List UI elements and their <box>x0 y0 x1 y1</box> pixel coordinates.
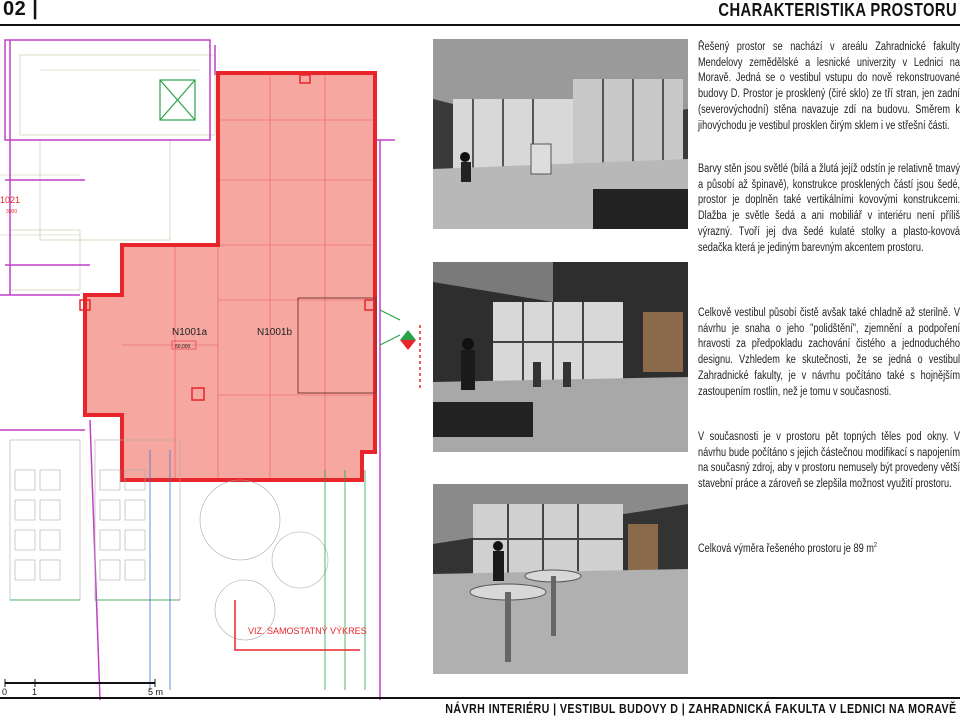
paragraph-impression: Celkově vestibul působí čistě avšak také chladně až sterilně. V návrhu je snaha o jeho "polidštění", zjemnění a podpoření hravosti za předpokladu zachování čistého a jednoduchého designu. Vzhledem ke skutečnosti, že se jedná o vestibul Zahradnické fakulty, je v návrhu počítáno také s hojnějším zastoupením rostlin, než je tomu v současnosti. <box>698 307 960 398</box>
area-text: Celková výměra řešeného prostoru je 89 m <box>698 542 874 555</box>
page-title: CHARAKTERISTIKA PROSTORU <box>718 0 957 20</box>
photo-vestibule-1 <box>433 39 688 229</box>
photo-vestibule-2 <box>433 262 688 452</box>
paragraph-heating: V současnosti je v prostoru pět topných těles pod okny. V návrhu bude počítáno s jejich částečnou modifikací s napojením na současný zdroj, aby v prostoru nemusely být provedeny větší stavební práce a zároveň se zlepšila možnost využití prostoru. <box>698 431 960 491</box>
footer-rule <box>0 697 960 699</box>
footer-text: NÁVRH INTERIÉRU | VESTIBUL BUDOVY D | ZAHRADNICKÁ FAKULTA V LEDNICI NA MORAVĚ <box>445 701 957 716</box>
room-a-area: 60,000 <box>175 344 191 350</box>
room-side-code: 3000 <box>6 209 18 215</box>
scale-5: 5 m <box>148 687 164 697</box>
room-b-label: N1001b <box>257 327 293 338</box>
area-unit-superscript: 2 <box>873 542 878 549</box>
header-rule <box>0 24 960 26</box>
scale-1: 1 <box>32 687 38 697</box>
floor-plan <box>0 35 425 700</box>
room-side-label: 1021 <box>0 195 21 205</box>
plan-note: VIZ. SAMOSTATNÝ VÝKRES <box>248 626 367 636</box>
room-a-label: N1001a <box>172 327 208 338</box>
paragraph-location: Řešený prostor se nachází v areálu Zahradnické fakulty Mendelovy zemědělské a lesnické univerzity v Lednici na Moravě. Jedná se o vestibul vstupu do nově rekonstruované budovy D. Prostor je prosklený (čiré sklo) ze tří stran, jen zadní (severovýchodní) stěna navazuje zdí na budovu. Směrem k jihovýchodu je vestibul prosklen čirým sklem i ve střešní části. <box>698 41 960 132</box>
paragraph-area <box>698 538 960 558</box>
photo-vestibule-3 <box>433 484 688 674</box>
highlighted-room <box>85 73 375 480</box>
page-number: 02 | <box>3 0 39 20</box>
paragraph-colors: Barvy stěn jsou světlé (bílá a žlutá jejíž odstín je relativně tmavý a působí až špinavě), konstrukce prosklených částí jsou šedé, prostor je doplněn také vertikálními kovovými konstrukcemi. Dlažba je světle šedá a ani mobiliář v interiéru není příliš výrazný. Tvoří jej dva šedé kulaté stolky a plasto-kovová sedačka která je jediným barevným akcentem prostoru. <box>698 163 960 254</box>
scale-0: 0 <box>2 687 8 697</box>
